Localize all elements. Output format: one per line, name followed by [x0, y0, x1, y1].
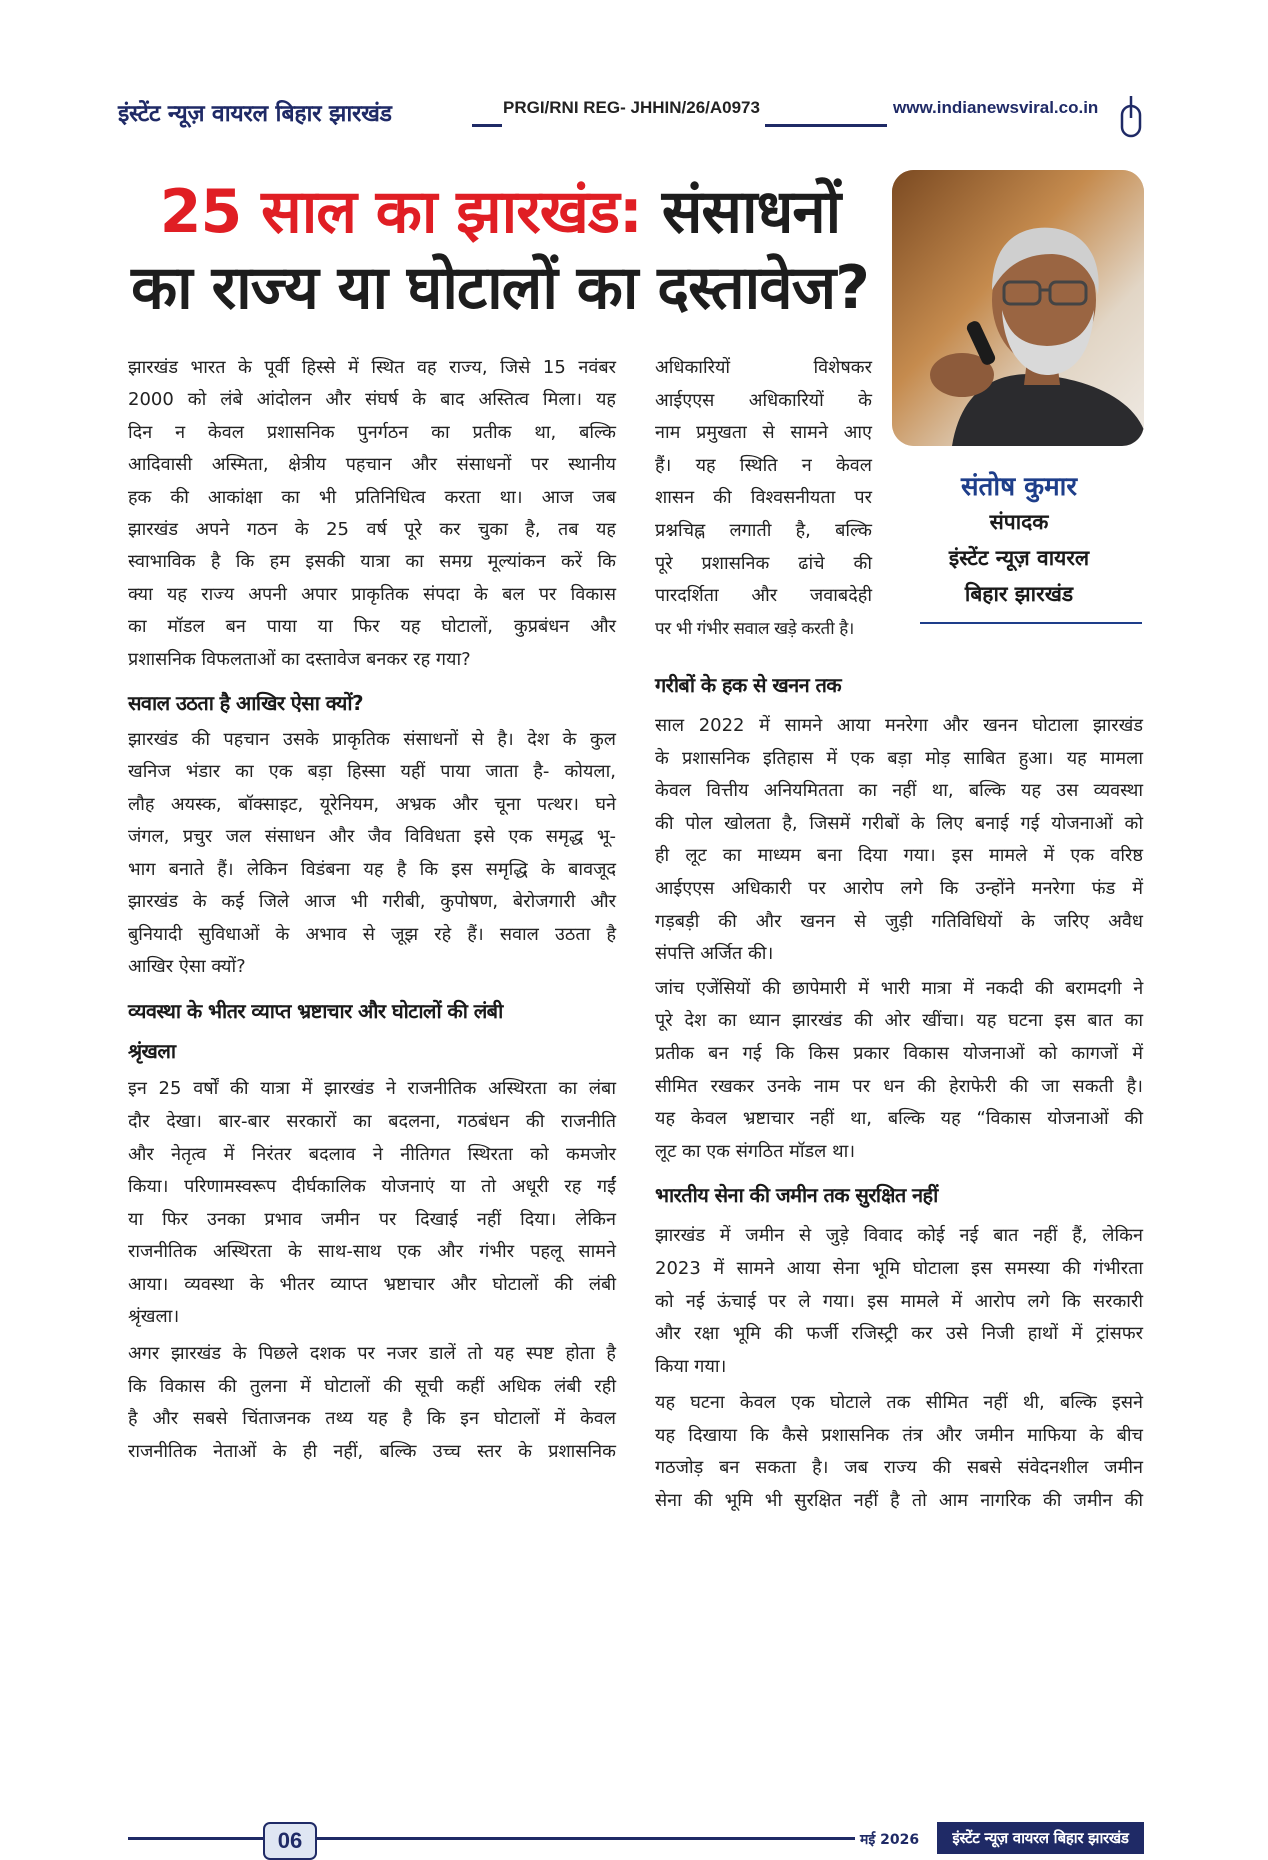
text-line: सीमित रखकर उनके नाम पर धन की हेराफेरी की जा सकती है।: [655, 1075, 1143, 1097]
text-line: के प्रशासनिक इतिहास में एक बड़ा मोड़ साबित हुआ। यह मामला: [655, 747, 1143, 769]
text-line: प्रश्नचिह्न लगाती है, बल्कि: [655, 519, 872, 541]
instability-paragraph: [128, 1073, 616, 1334]
right-column-continuation: [655, 352, 872, 645]
text-line: राजनीतिक अस्थिरता के साथ-साथ एक और गंभीर पहलू सामने: [128, 1241, 616, 1263]
text-line: झारखंड अपने गठन के 25 वर्ष पूरे कर चुका है, तब यह: [128, 519, 616, 541]
subheading-line: श्रृंखला: [128, 1039, 176, 1064]
text-line: यह दिखाया कि कैसे प्रशासनिक तंत्र और जमीन माफिया के बीच: [655, 1424, 1143, 1446]
author-photo: [892, 170, 1144, 446]
text-line: श्रृंखला।: [128, 1306, 180, 1328]
text-line: पारदर्शिता और जवाबदेही: [655, 585, 872, 607]
text-line: खनिज भंडार का एक बड़ा हिस्सा यहीं पाया जाता है- कोयला,: [128, 761, 616, 783]
text-line: गठजोड़ बन सकता है। जब राज्य की सबसे संवेदनशील जमीन: [655, 1457, 1143, 1479]
text-line: का मॉडल बन पाया या फिर यह घोटालों, कुप्रबंधन और: [128, 616, 616, 638]
text-line: प्रशासनिक विफलताओं का दस्तावेज बनकर रह गया?: [128, 648, 471, 670]
text-line: हैं। यह स्थिति न केवल: [655, 454, 872, 476]
text-line: दिन न केवल प्रशासनिक पुनर्गठन का प्रतीक था, बल्कि: [128, 421, 616, 443]
decade-paragraph: [128, 1338, 616, 1468]
headline-line-1: [110, 174, 890, 250]
text-line: गड़बड़ी की और खनन से जुड़ी गतिविधियों के जरिए अवैध: [655, 910, 1143, 932]
masthead-title: इंस्टेंट न्यूज़ वायरल बिहार झारखंड: [118, 101, 392, 127]
text-line: झारखंड में जमीन से जुड़े विवाद कोई नई बात नहीं हैं, लेकिन: [655, 1225, 1143, 1247]
text-line: केवल वित्तीय अनियमितता का नहीं था, बल्कि यह उस व्यवस्था: [655, 780, 1143, 802]
text-line: किया गया।: [655, 1355, 727, 1377]
text-line: पर भी गंभीर सवाल खड़े करती है।: [655, 618, 854, 639]
text-line: साल 2022 में सामने आया मनरेगा और खनन घोटाला झारखंड: [655, 715, 1143, 736]
text-line: यह केवल भ्रष्टाचार नहीं था, बल्कि यह “विकास योजनाओं की: [655, 1108, 1143, 1130]
text-line: किया। परिणामस्वरूप दीर्घकालिक योजनाएं या तो अधूरी रह गईं: [128, 1176, 616, 1198]
text-line: नाम प्रमुखता से सामने आए: [655, 422, 872, 444]
website-link[interactable]: www.indianewsviral.co.in: [893, 98, 1099, 117]
raids-paragraph: [655, 973, 1143, 1169]
text-line: है और सबसे चिंताजनक तथ्य यह है कि इन घोटालों में केवल: [128, 1408, 616, 1430]
byline: [900, 470, 1138, 612]
text-line: भाग बनाते हैं। लेकिन विडंबना यह है कि इस समृद्धि के बावजूद: [128, 858, 616, 880]
byline-rule: [920, 622, 1142, 624]
footer-rule-right: [317, 1837, 855, 1840]
mouse-icon: [1120, 94, 1142, 138]
text-line: शासन की विश्वसनीयता पर: [655, 487, 872, 509]
author-role: संपादक: [989, 510, 1049, 534]
text-line: लौह अयस्क, बॉक्साइट, यूरेनियम, अभ्रक और चूना पत्थर। घने: [128, 793, 616, 815]
text-line: आया। व्यवस्था के भीतर व्याप्त भ्रष्टाचार और घोटालों की लंबी: [128, 1273, 616, 1295]
header-rule-left: [472, 124, 502, 127]
subheading-corruption: [128, 991, 616, 1071]
text-line: पूरे देश का ध्यान झारखंड की ओर खींचा। यह घटना इस बात का: [655, 1010, 1143, 1032]
text-line: 2000 को लंबे आंदोलन और संघर्ष के बाद अस्तित्व मिला। यह: [128, 389, 616, 411]
text-line: दौर देखा। बार-बार सरकारों का बदलना, गठबंधन की राजनीति: [128, 1110, 616, 1132]
footer-publication-name: इंस्टेंट न्यूज़ वायरल बिहार झारखंड: [937, 1822, 1144, 1854]
header-rule-right: [765, 124, 887, 127]
text-line: क्या यह राज्य अपनी अपार प्राकृतिक संपदा के बल पर विकास: [128, 583, 616, 605]
text-line: इन 25 वर्षों की यात्रा में झारखंड ने राजनीतिक अस्थिरता का लंबा: [128, 1078, 616, 1100]
text-line: झारखंड के कई जिले आज भी गरीबी, कुपोषण, बेरोजगारी और: [128, 891, 616, 913]
issue-date: मई 2026: [860, 1832, 920, 1848]
text-line: झारखंड की पहचान उसके प्राकृतिक संसाधनों से है। देश के कुल: [128, 729, 616, 751]
text-line: पूरे प्रशासनिक ढांचे की: [655, 552, 872, 574]
text-line: प्रतीक बन गई कि किस प्रकार विकास योजनाओं को कागजों में: [655, 1042, 1143, 1064]
headline-red-part: 25 साल का झारखंड:: [159, 177, 642, 247]
text-line: जांच एजेंसियों की छापेमारी में भारी मात्रा में नकदी की बरामदगी ने: [655, 977, 1143, 999]
registration-number: PRGI/RNI REG- JHHIN/26/A0973: [503, 98, 760, 117]
page-number: 06: [263, 1822, 317, 1860]
left-column: [128, 352, 616, 1468]
headline-dark-part: संसाधनों: [641, 177, 841, 247]
text-line: राजनीतिक नेताओं के ही नहीं, बल्कि उच्च स्तर के प्रशासनिक: [128, 1440, 616, 1462]
subheading-why: सवाल उठता है आखिर ऐसा क्यों?: [128, 691, 363, 716]
text-line: संपत्ति अर्जित की।: [655, 943, 774, 965]
author-name: संतोष कुमार: [960, 472, 1078, 502]
army-land-paragraph: [655, 1220, 1143, 1383]
text-line: कि विकास की तुलना में घोटालों की सूची कहीं अधिक लंबी रही: [128, 1375, 616, 1397]
mining-paragraph: [655, 710, 1143, 971]
author-photo-illustration: [892, 170, 1144, 446]
intro-paragraph: [128, 352, 616, 676]
text-line: जंगल, प्रचुर जल संसाधन और जैव विविधता इसे एक समृद्ध भू-: [128, 826, 616, 848]
subheading-mining: गरीबों के हक से खनन तक: [655, 673, 842, 697]
text-line: और रक्षा भूमि की फर्जी रजिस्ट्री कर उसे निजी हाथों में ट्रांसफर: [655, 1323, 1143, 1345]
right-column: [655, 668, 1143, 1518]
text-line: स्वाभाविक है कि हम इसकी यात्रा का समग्र मूल्यांकन करें कि: [128, 551, 616, 573]
text-line: 2023 में सामने आया सेना भूमि घोटाला इस समस्या की गंभीरता: [655, 1257, 1143, 1279]
publication-name-line-2: बिहार झारखंड: [964, 582, 1074, 606]
subheading-line: व्यवस्था के भीतर व्याप्त भ्रष्टाचार और घोटालों की लंबी: [128, 999, 503, 1024]
text-line: को नई ऊंचाई पर ले गया। इस मामले में आरोप लगे कि सरकारी: [655, 1290, 1143, 1312]
text-line: की पोल खोलता है, जिसमें गरीबों के लिए बनाई गई योजनाओं को: [655, 812, 1143, 834]
text-line: बुनियादी सुविधाओं के अभाव से जूझ रहे हैं। सवाल उठता है: [128, 923, 616, 945]
text-line: अधिकारियों विशेषकर: [655, 357, 872, 378]
text-line: आदिवासी अस्मिता, क्षेत्रीय पहचान और संसाधनों पर स्थानीय: [128, 454, 616, 476]
text-line: आईएएस अधिकारी पर आरोप लगे कि उन्होंने मनरेगा फंड में: [655, 877, 1143, 899]
text-line: आईएएस अधिकारियों के: [655, 389, 872, 411]
nexus-paragraph: [655, 1387, 1143, 1517]
text-line: यह घटना केवल एक घोटाले तक सीमित नहीं थी, बल्कि इसने: [655, 1392, 1143, 1414]
resources-paragraph: [128, 724, 616, 983]
text-line: लूट का एक संगठित मॉडल था।: [655, 1140, 856, 1162]
text-line: सेना की भूमि भी सुरक्षित नहीं है तो आम नागरिक की जमीन की: [655, 1490, 1143, 1512]
headline-line-2: का राज्य या घोटालों का दस्तावेज?: [131, 253, 869, 323]
subheading-army-land: भारतीय सेना की जमीन तक सुरक्षित नहीं: [655, 1183, 938, 1208]
text-line: आखिर ऐसा क्यों?: [128, 955, 246, 977]
footer-rule-left: [128, 1837, 263, 1840]
headline: [110, 174, 890, 326]
text-line: अगर झारखंड के पिछले दशक पर नजर डालें तो यह स्पष्ट होता है: [128, 1343, 616, 1365]
text-line: या फिर उनका प्रभाव जमीन पर दिखाई नहीं दिया। लेकिन: [128, 1208, 616, 1230]
publication-name-line-1: इंस्टेंट न्यूज़ वायरल: [948, 546, 1090, 570]
text-line: झारखंड भारत के पूर्वी हिस्से में स्थित वह राज्य, जिसे 15 नवंबर: [128, 357, 616, 378]
text-line: हक की आकांक्षा का भी प्रतिनिधित्व करता था। आज जब: [128, 486, 616, 508]
text-line: और नेतृत्व में निरंतर बदलाव ने नीतिगत स्थिरता को कमजोर: [128, 1143, 616, 1165]
text-line: ही लूट का माध्यम बना दिया गया। इस मामले में एक वरिष्ठ: [655, 845, 1143, 867]
